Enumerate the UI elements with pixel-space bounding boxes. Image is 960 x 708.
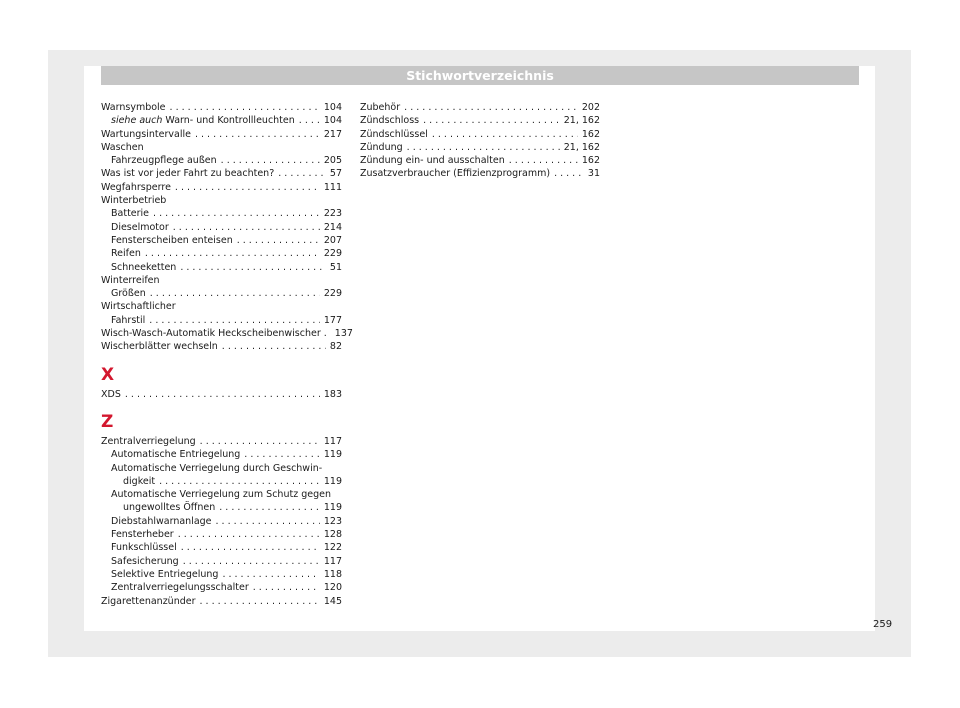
index-entry-text: digkeit <box>123 475 156 487</box>
index-entry-text: Automatische Entriegelung <box>111 449 241 461</box>
index-section-z-continued <box>360 101 600 181</box>
index-entry-text: Wirtschaftlicher <box>101 301 176 313</box>
leader-dots <box>200 435 320 448</box>
leader-dots <box>407 141 560 154</box>
index-letter-z: Z <box>101 411 114 432</box>
index-entry <box>101 287 342 300</box>
index-section-w <box>101 101 353 354</box>
index-entry-text: Waschen <box>101 141 144 153</box>
index-entry <box>101 128 342 141</box>
leader-dots <box>554 167 584 180</box>
index-entry-text: Zusatzverbraucher (Effizienzprogramm) <box>360 168 551 180</box>
see-also-label: siehe auch <box>111 115 163 127</box>
index-entry <box>101 167 342 180</box>
index-entry-text: Zentralverriegelungsschalter <box>111 582 249 594</box>
leader-dots <box>216 515 320 528</box>
leader-dots <box>173 221 320 234</box>
index-column-left <box>101 101 353 608</box>
index-entry-page: 119 <box>323 502 342 514</box>
index-entry-text: Batterie <box>111 208 150 220</box>
leader-dots <box>149 314 320 327</box>
index-entry <box>101 181 342 194</box>
index-entry <box>101 261 342 274</box>
index-entry-text: ungewolltes Öffnen <box>123 502 216 514</box>
index-entry-text: Safesicherung <box>111 555 179 567</box>
index-entry <box>101 154 342 167</box>
index-entry-text: XDS <box>101 388 121 400</box>
index-entry-text: Dieselmotor <box>111 221 169 233</box>
index-entry <box>360 128 600 141</box>
index-entry-text: Warnsymbole <box>101 102 166 113</box>
index-entry-page: 118 <box>323 568 342 580</box>
index-entry-page: 202 <box>581 102 600 113</box>
leader-dots <box>175 181 320 194</box>
index-entry-page: 57 <box>329 168 342 180</box>
index-entry-page: 145 <box>323 595 342 607</box>
index-entry-page: 123 <box>323 515 342 527</box>
index-entry <box>101 448 342 461</box>
index-entry <box>101 595 342 608</box>
index-entry-page: 128 <box>323 529 342 541</box>
index-entry <box>101 488 342 501</box>
index-entry-text: Wartungsintervalle <box>101 128 191 140</box>
leader-dots <box>509 154 578 167</box>
index-entry <box>101 274 342 287</box>
page-number: 259 <box>873 619 893 630</box>
index-entry-page: 223 <box>323 208 342 220</box>
index-entry-text: Zündschlüssel <box>360 128 428 140</box>
leader-dots <box>432 128 578 141</box>
index-entry <box>101 435 342 448</box>
leader-dots <box>222 568 319 581</box>
index-entry-text: Wischerblätter wechseln <box>101 341 218 353</box>
see-also-target: Warn- und Kontrollleuchten <box>162 115 295 127</box>
index-entry <box>101 207 342 220</box>
leader-dots <box>221 154 320 167</box>
index-entry-text: Reifen <box>111 248 141 260</box>
index-entry-page: 183 <box>323 388 342 400</box>
leader-dots <box>200 595 320 608</box>
leader-dots <box>423 114 560 127</box>
leader-dots <box>183 555 320 568</box>
index-entry-page: 111 <box>323 181 342 193</box>
index-entry-text: Zigarettenanzünder <box>101 595 196 607</box>
index-entry <box>360 101 600 114</box>
index-entry-text: Fensterheber <box>111 529 174 541</box>
leader-dots <box>278 167 326 180</box>
index-entry <box>101 221 342 234</box>
index-entry-text: Zündschloss <box>360 115 420 127</box>
leader-dots <box>253 581 320 594</box>
index-entry-page: 205 <box>323 155 342 167</box>
leader-dots <box>404 101 578 114</box>
index-entry-page: 117 <box>323 555 342 567</box>
index-entry-text: Was ist vor jeder Fahrt zu beachten? <box>101 168 275 180</box>
leader-dots <box>125 388 320 401</box>
index-entry-text: Fensterscheiben enteisen <box>111 234 233 246</box>
index-entry <box>101 462 342 475</box>
leader-dots <box>195 128 320 141</box>
index-entry-text: Funkschlüssel <box>111 542 177 554</box>
index-entry-page: 104 <box>323 115 342 127</box>
index-entry <box>101 388 342 401</box>
index-entry-page: 229 <box>323 288 342 300</box>
index-entry <box>101 568 342 581</box>
index-entry-text: Diebstahlwarnanlage <box>111 515 212 527</box>
index-entry-page: 207 <box>323 234 342 246</box>
index-entry-page: 229 <box>323 248 342 260</box>
index-entry-page: 177 <box>323 314 342 326</box>
index-entry <box>101 141 342 154</box>
leader-dots <box>153 207 320 220</box>
index-entry-page: 119 <box>323 449 342 461</box>
index-entry <box>101 194 342 207</box>
index-entry-page: 137 <box>334 328 353 340</box>
index-entry <box>101 541 342 554</box>
leader-dots <box>180 261 326 274</box>
index-entry <box>101 528 342 541</box>
leader-dots <box>159 475 320 488</box>
index-entry <box>101 581 342 594</box>
index-entry <box>360 154 600 167</box>
index-entry <box>101 340 342 353</box>
leader-dots <box>178 528 320 541</box>
index-entry-text: Zündung <box>360 141 403 153</box>
index-entry <box>101 501 342 514</box>
index-entry <box>101 555 342 568</box>
index-entry-text: Selektive Entriegelung <box>111 568 219 580</box>
index-entry-page: 31 <box>587 168 600 180</box>
index-entry-page: 162 <box>581 155 600 167</box>
leader-dots <box>181 541 320 554</box>
leader-dots <box>222 340 326 353</box>
index-entry-page: 21, 162 <box>563 115 600 127</box>
index-entry-page: 21, 162 <box>563 141 600 153</box>
index-entry-page: 119 <box>323 475 342 487</box>
index-entry <box>101 234 342 247</box>
page-header-title: Stichwortverzeichnis <box>101 66 859 85</box>
index-entry-page: 214 <box>323 221 342 233</box>
leader-dots <box>145 247 320 260</box>
index-entry <box>101 114 342 127</box>
index-entry-text: Zentralverriegelung <box>101 435 196 447</box>
index-entry-page: 120 <box>323 582 342 594</box>
index-entry <box>101 475 342 488</box>
index-entry-text: Winterreifen <box>101 274 160 286</box>
index-entry <box>101 247 342 260</box>
index-entry-text: Schneeketten <box>111 261 177 273</box>
index-entry-text <box>111 114 295 127</box>
index-entry-page: 217 <box>323 128 342 140</box>
index-entry-text: Automatische Verriegelung zum Schutz gegen <box>111 489 331 501</box>
leader-dots <box>244 448 320 461</box>
index-entry-text: Wegfahrsperre <box>101 181 171 193</box>
leader-dots <box>299 114 320 127</box>
index-entry-text: Fahrzeugpflege außen <box>111 155 217 167</box>
leader-dots <box>150 287 320 300</box>
leader-dots <box>237 234 320 247</box>
index-entry-page: 162 <box>581 128 600 140</box>
leader-dots <box>170 101 320 114</box>
index-entry-text: Zündung ein- und ausschalten <box>360 155 505 167</box>
index-letter-x: X <box>101 364 115 385</box>
index-section-x <box>101 388 342 401</box>
index-entry <box>360 114 600 127</box>
index-entry-text: Größen <box>111 288 146 300</box>
index-entry <box>101 515 342 528</box>
index-entry-text: Wisch-Wasch-Automatik Heckscheibenwischer . <box>101 328 327 340</box>
index-section-z <box>101 435 342 608</box>
index-entry <box>360 167 600 180</box>
index-entry <box>101 300 342 313</box>
index-entry-page: 51 <box>329 261 342 273</box>
index-entry <box>101 101 342 114</box>
index-entry-text: Zubehör <box>360 102 401 113</box>
index-column-right <box>360 101 600 181</box>
index-entry-text: Automatische Verriegelung durch Geschwin- <box>111 462 323 474</box>
index-entry <box>101 327 353 340</box>
index-entry-page: 104 <box>323 102 342 113</box>
index-entry-text: Fahrstil <box>111 314 146 326</box>
index-entry-text: Winterbetrieb <box>101 195 167 207</box>
index-entry-page: 122 <box>323 542 342 554</box>
index-entry-page: 82 <box>329 341 342 353</box>
index-entry-page: 117 <box>323 435 342 447</box>
index-entry <box>101 314 342 327</box>
index-entry <box>360 141 600 154</box>
leader-dots <box>219 501 320 514</box>
